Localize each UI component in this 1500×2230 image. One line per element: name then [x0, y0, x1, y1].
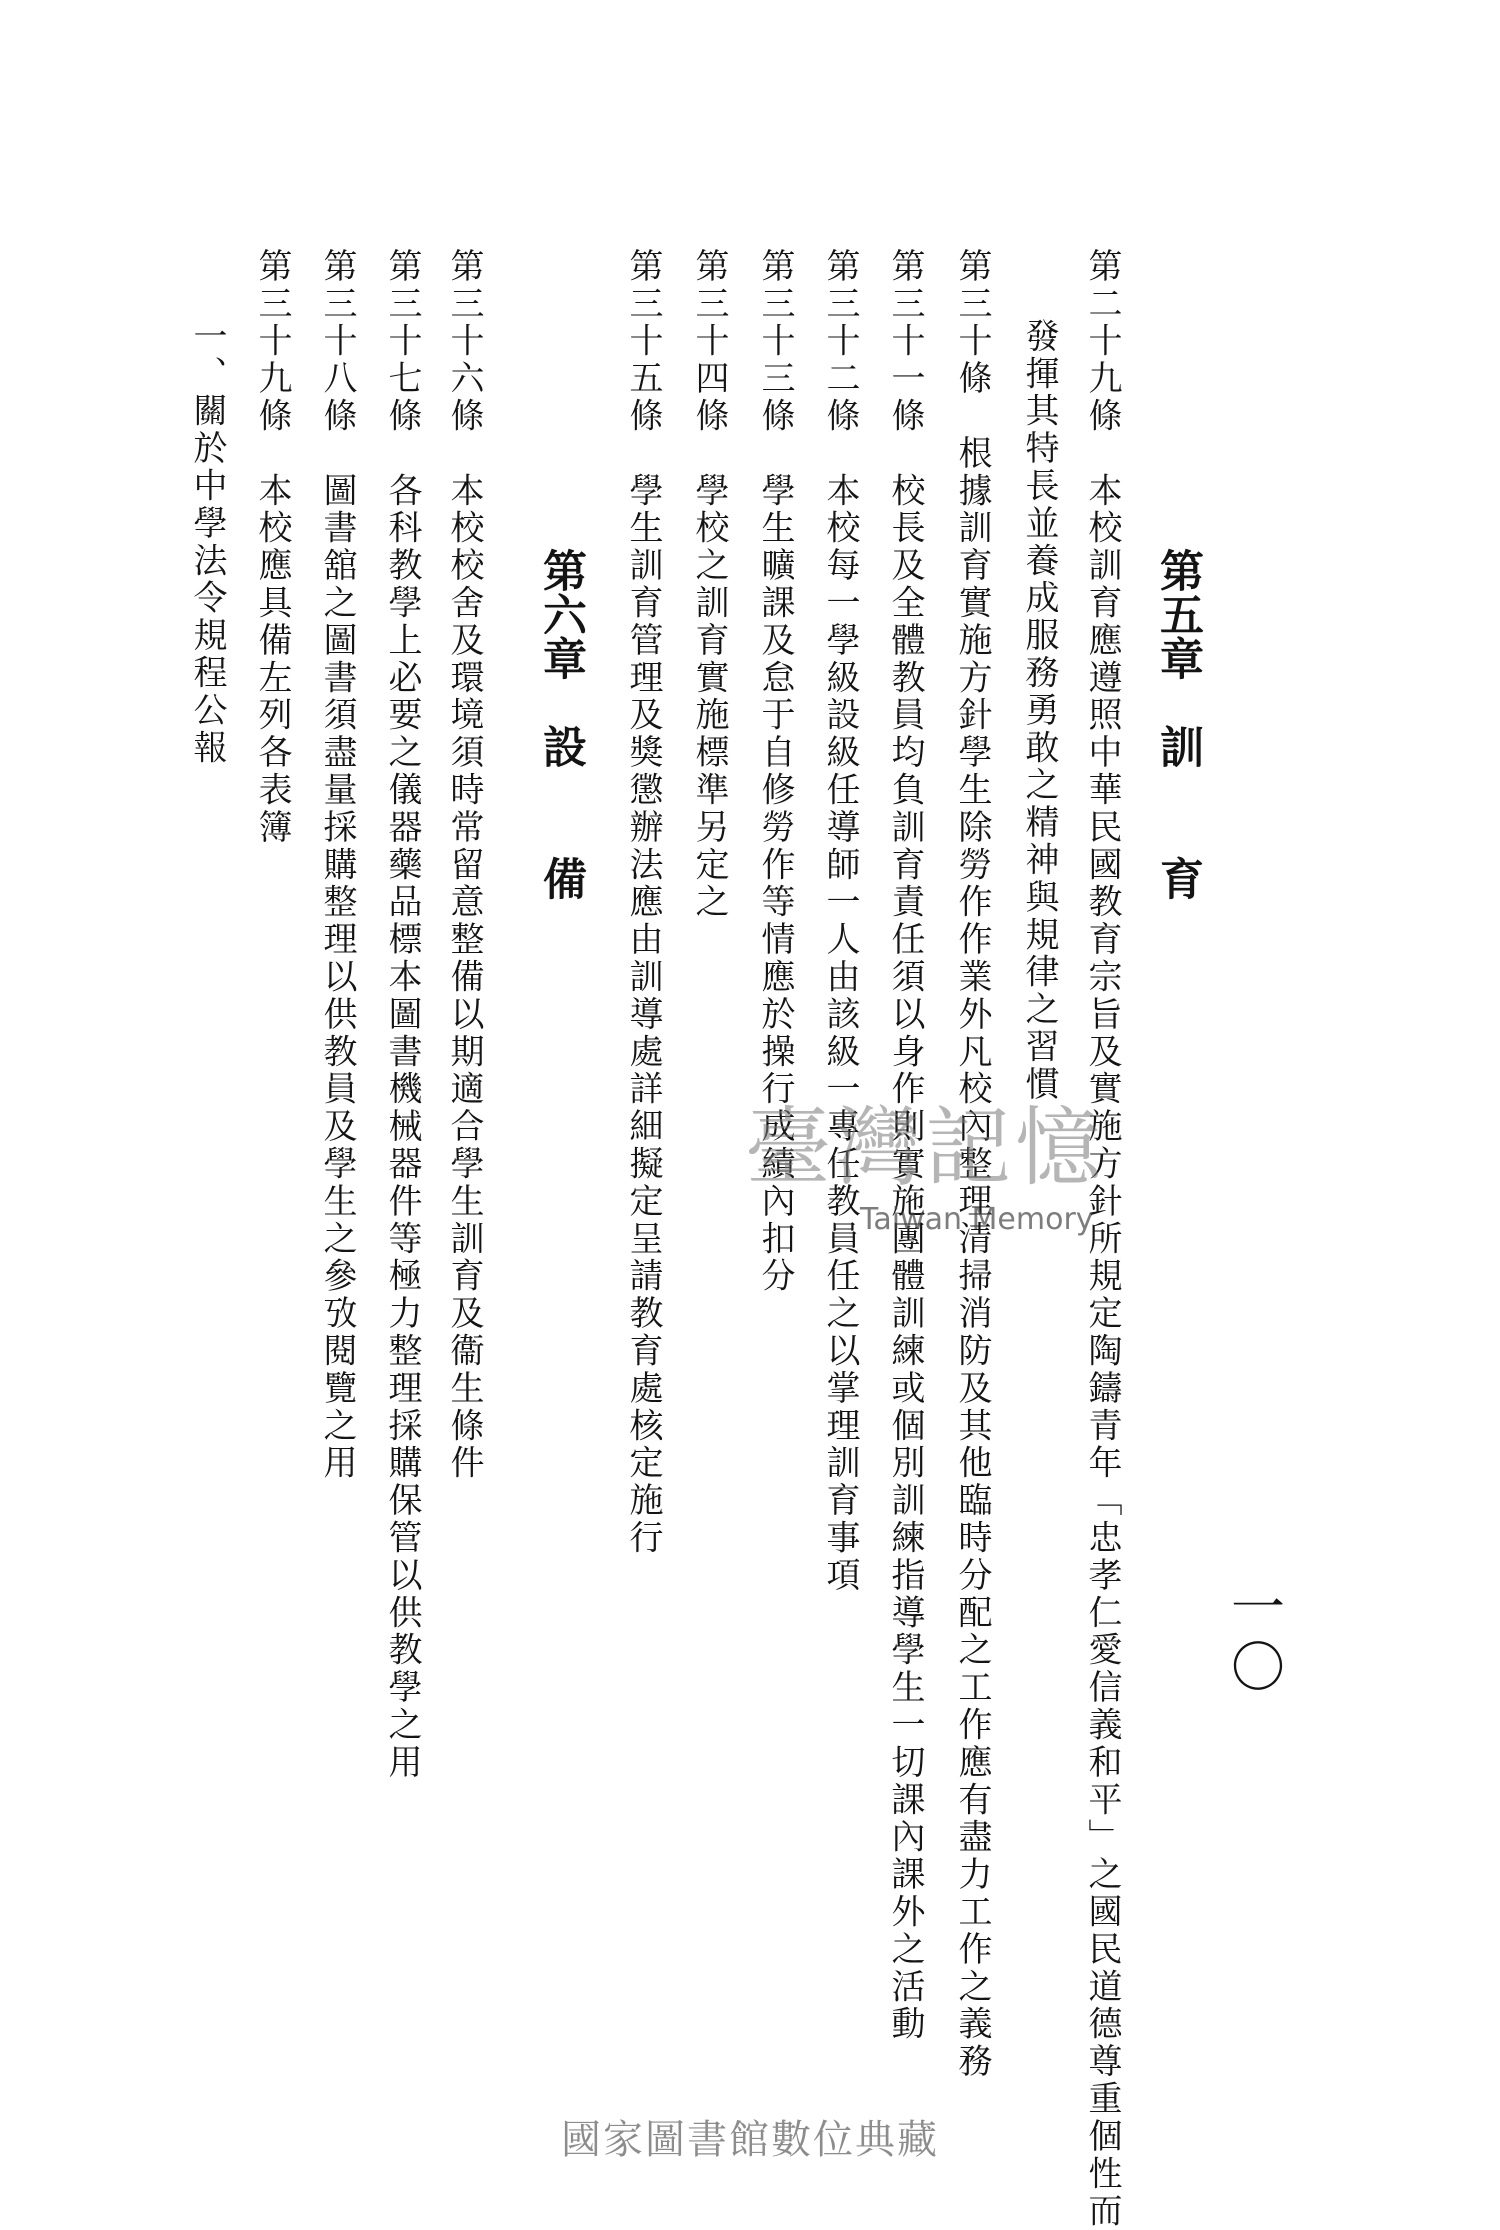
- chapter-6-title: 第六章 設 備: [535, 548, 586, 900]
- list-item-1: 一、關於中學法令規程公報: [187, 318, 227, 767]
- article-36: 第三十六條 本校校舍及環境須時常留意整備以期適合學生訓育及衞生條件: [444, 248, 484, 1483]
- article-29: 第二十九條 本校訓育應遵照中華民國教育宗旨及實施方針所規定陶鑄青年「忠孝仁愛信義和平」之國民道德尊重個性而: [1082, 248, 1122, 2230]
- article-33: 第三十三條 學生曠課及怠于自修勞作等情應於操行成績內扣分: [755, 248, 795, 1296]
- article-34: 第三十四條 學校之訓育實施標準另定之: [689, 248, 729, 922]
- page-number: 一〇: [1231, 1576, 1285, 1699]
- article-31: 第三十一條 校長及全體教員均負訓育責任須以身作則實施團體訓練或個別訓練指導學生一切課內課外之活動: [885, 248, 925, 2044]
- taiwan-memory-watermark: [745, 1098, 1195, 1258]
- article-37: 第三十七條 各科教學上必要之儀器藥品標本圖書機械器件等極力整理採購保管以供教學之用: [382, 248, 422, 1782]
- article-39: 第三十九條 本校應具備左列各表簿: [252, 248, 292, 847]
- article-29-continued: 發揮其特長並養成服務勇敢之精神與規律之習慣: [1019, 318, 1059, 1104]
- watermark-chinese: 臺灣記憶: [745, 1098, 1105, 1198]
- article-30: 第三十條 根據訓育實施方針學生除勞作作業外凡校內整理清掃消防及其他臨時分配之工作應有盡力工作之義務: [952, 248, 992, 2081]
- article-35: 第三十五條 學生訓育管理及獎懲辦法應由訓導處詳細擬定呈請教育處核定施行: [623, 248, 663, 1557]
- footer-credit: 國家圖書館數位典藏: [561, 2117, 939, 2163]
- article-32: 第三十二條 本校每一學級設級任導師一人由該級一專任教員任之以掌理訓育事項: [820, 248, 860, 1595]
- article-38: 第三十八條 圖書舘之圖書須盡量採購整理以供教員及學生之參攷閱覽之用: [317, 248, 357, 1483]
- watermark-english: Taiwan Memory: [860, 1202, 1094, 1237]
- chapter-5-title: 第五章 訓 育: [1152, 548, 1203, 900]
